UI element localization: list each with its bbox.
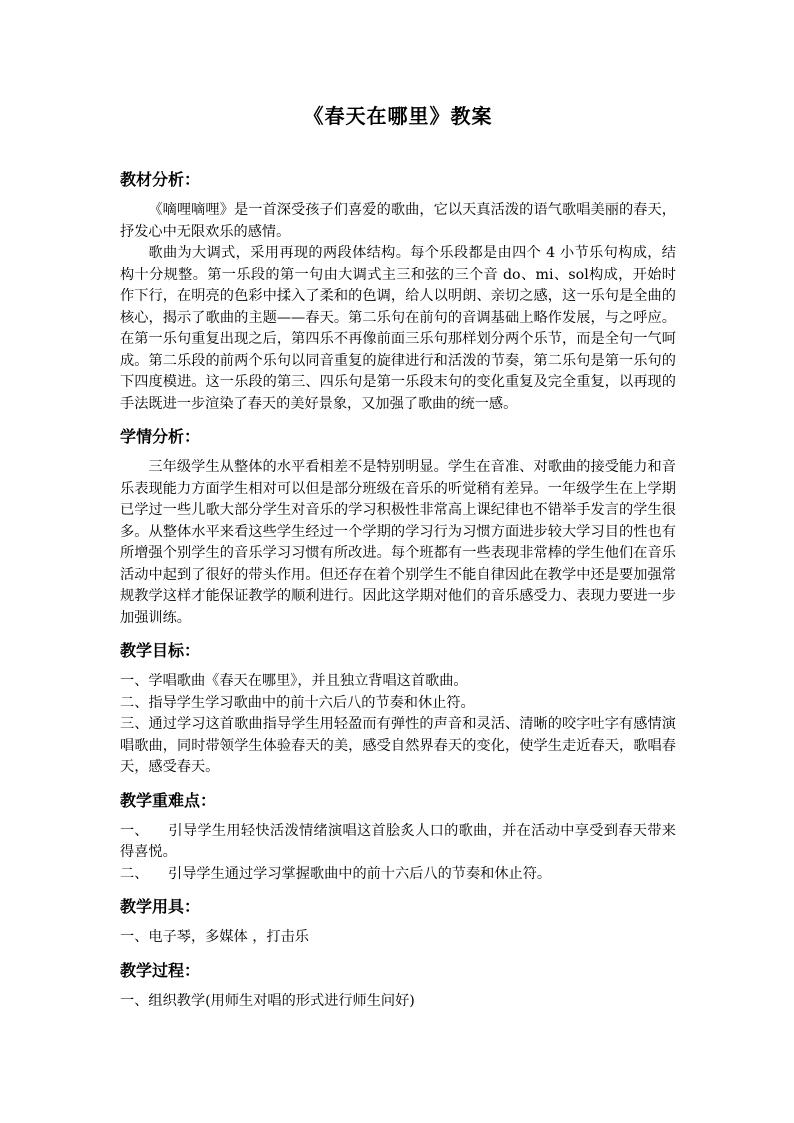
section-key-points xyxy=(120,789,676,886)
section-heading: 教学用具： xyxy=(120,897,201,916)
section-heading: 教学目标： xyxy=(120,641,201,660)
list-item-number: 二、 xyxy=(120,865,149,882)
section-heading: 学情分析： xyxy=(120,427,201,446)
document-page xyxy=(120,100,676,1022)
list-item: 一、组织教学(用师生对唱的形式进行师生问好) xyxy=(120,992,415,1009)
list-item-number: 一、 xyxy=(120,822,149,839)
section-material-analysis xyxy=(120,168,676,415)
section-heading: 教学重难点： xyxy=(120,790,217,810)
list-item xyxy=(120,864,676,886)
document-title: 《春天在哪里》教案 xyxy=(303,104,493,128)
section-student-analysis xyxy=(120,425,676,629)
list-item: 一、学唱歌曲《春天在哪里》，并且独立背唱这首歌曲。 xyxy=(120,673,468,689)
list-item: 三、通过学习这首歌曲指导学生用轻盈而有弹性的声音和灵活、清晰的咬字吐字有感情演唱歌曲，同时带领学生体验春天的美，感受自然界春天的变化，使学生走近春天，歌唱春天，感受春天。 xyxy=(120,716,676,775)
section-heading: 教学过程： xyxy=(120,960,201,980)
paragraph: 《嘀哩嘀哩》是一首深受孩子们喜爱的歌曲，它以天真活泼的语气歌唱美丽的春天，抒发心中无限欢乐的感情。 xyxy=(120,202,676,240)
section-teaching-tools xyxy=(120,895,676,949)
list-item: 一、电子琴，多媒体 ，打击乐 xyxy=(120,929,309,945)
list-item: 二、指导学生学习歌曲中的前十六后八的节奏和休止符。 xyxy=(120,694,475,711)
list-item-text: 引导学生用轻快活泼情绪演唱这首脍炙人口的歌曲，并在活动中享受到春天带来得喜悦。 xyxy=(120,822,676,860)
paragraph: 三年级学生从整体的水平看相差不是特别明显。学生在音准、对歌曲的接受能力和音乐表现能力方面学生相对可以但是部分班级在音乐的听觉稍有差异。一年级学生在上学期已学过一些儿歌大部分学生对音乐的学习积极性非常高上课纪律也不错举手发言的学生很多。从整体水平来看这些学生经过一个学期的学习行为习惯方面进步较大学习目的性也有所增强个别学生的音乐学习习惯有所改进。每个班都有一些表现非常棒的学生他们在音乐活动中起到了很好的带头作用。但还存在着个别学生不能自律因此在教学中还是要加强常规教学这样才能保证教学的顺利进行。因此这学期对他们的音乐感受力、表现力要进一步加强训练。 xyxy=(120,459,676,626)
paragraph: 歌曲为大调式，采用再现的两段体结构。每个乐段都是由四个 4 小节乐句构成，结构十分规整。第一乐段的第一句由大调式主三和弦的三个音 do、mi、sol构成，开始时作下行，在明亮的色彩中揉入了柔和的色调，给人以明朗、亲切之感，这一乐句是全曲的核心，揭示了歌曲的主题——春天。第二乐句在前句的音调基础上略作发展，与之呼应。在第一乐句重复出现之后，第四乐不再像前面三乐句那样划分两个乐节，而是全句一气呵成。第二乐段的前两个乐句以同音重复的旋律进行和活泼的节奏，第二乐句是第一乐句的下四度模进。这一乐段的第三、四乐句是第一乐段末句的变化重复及完全重复，以再现的手法既进一步渲染了春天的美好景象，又加强了歌曲的统一感。 xyxy=(120,245,676,412)
section-teaching-goals xyxy=(120,639,676,779)
list-item xyxy=(120,821,676,864)
section-teaching-process xyxy=(120,959,676,1013)
section-heading: 教材分析： xyxy=(120,170,201,189)
list-item-text: 引导学生通过学习掌握歌曲中的前十六后八的节奏和休止符。 xyxy=(168,865,552,882)
